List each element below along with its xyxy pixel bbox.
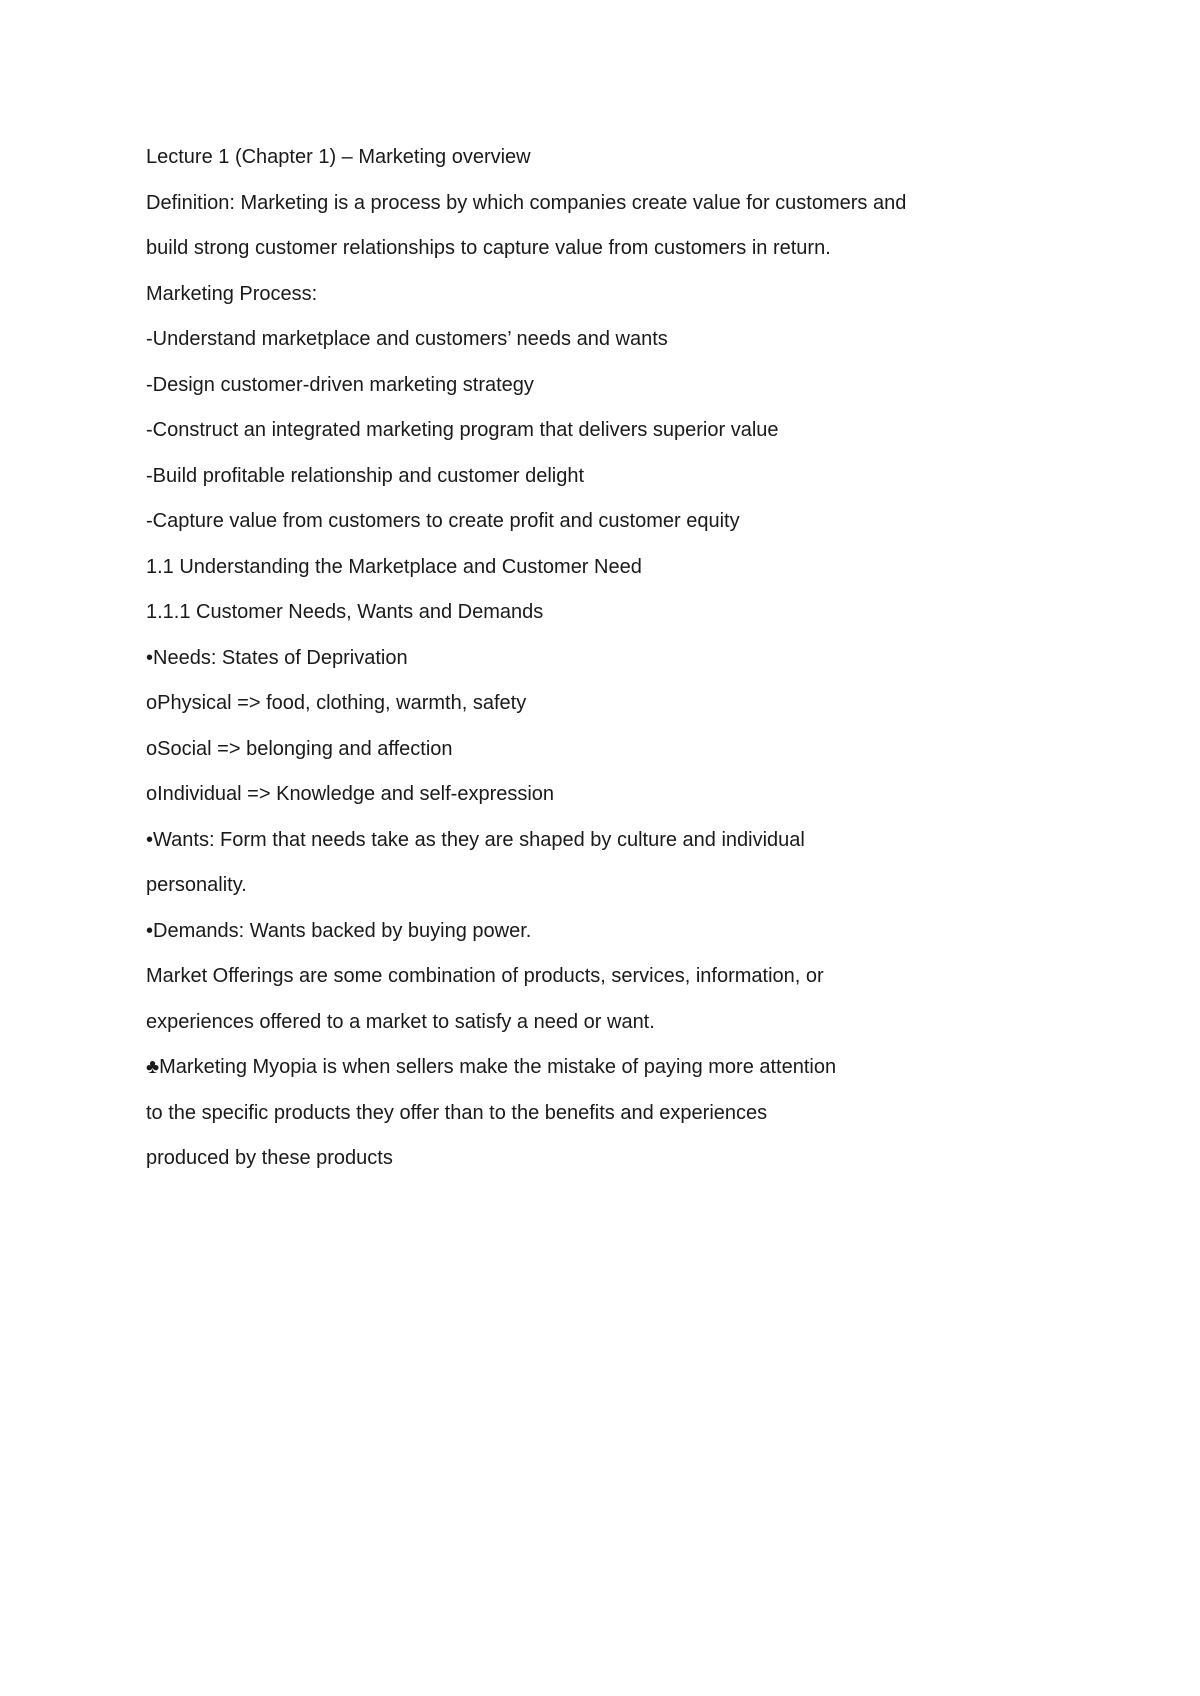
marketing-process-heading: Marketing Process: (146, 282, 318, 305)
process-step-1: -Understand marketplace and customers’ needs and wants (146, 328, 668, 350)
section-heading-1-1-1: 1.1.1 Customer Needs, Wants and Demands (146, 601, 544, 623)
bullet-wants-line-2: personality. (146, 874, 247, 896)
bullet-wants-line-1: •Wants: Form that needs take as they are shaped by culture and individual (146, 828, 805, 851)
sub-bullet-social: oSocial => belonging and affection (146, 737, 453, 760)
sub-bullet-physical: oPhysical => food, clothing, warmth, safety (146, 692, 527, 714)
bullet-needs: •Needs: States of Deprivation (146, 646, 408, 669)
marketing-myopia-line-1: ♣Marketing Myopia is when sellers make the mistake of paying more attention (146, 1056, 837, 1078)
market-offerings-line-1: Market Offerings are some combination of products, services, information, or (146, 965, 824, 987)
lecture-title: Lecture 1 (Chapter 1) – Marketing overview (146, 146, 531, 168)
definition-line-1: Definition: Marketing is a process by which companies create value for customers and (146, 191, 907, 214)
process-step-3: -Construct an integrated marketing program that delivers superior value (146, 419, 779, 441)
process-step-5: -Capture value from customers to create profit and customer equity (146, 510, 740, 532)
process-step-4: -Build profitable relationship and customer delight (146, 464, 585, 487)
bullet-demands: •Demands: Wants backed by buying power. (146, 919, 532, 942)
definition-line-2: build strong customer relationships to capture value from customers in return. (146, 237, 831, 259)
sub-bullet-individual: oIndividual => Knowledge and self-expression (146, 783, 555, 805)
marketing-myopia-line-3: produced by these products (146, 1147, 393, 1169)
document-body (146, 145, 1146, 1192)
marketing-myopia-line-2: to the specific products they offer than to the benefits and experiences (146, 1101, 768, 1124)
process-step-2: -Design customer-driven marketing strategy (146, 373, 534, 396)
section-heading-1-1: 1.1 Understanding the Marketplace and Customer Need (146, 555, 642, 578)
market-offerings-line-2: experiences offered to a market to satisfy a need or want. (146, 1010, 655, 1033)
